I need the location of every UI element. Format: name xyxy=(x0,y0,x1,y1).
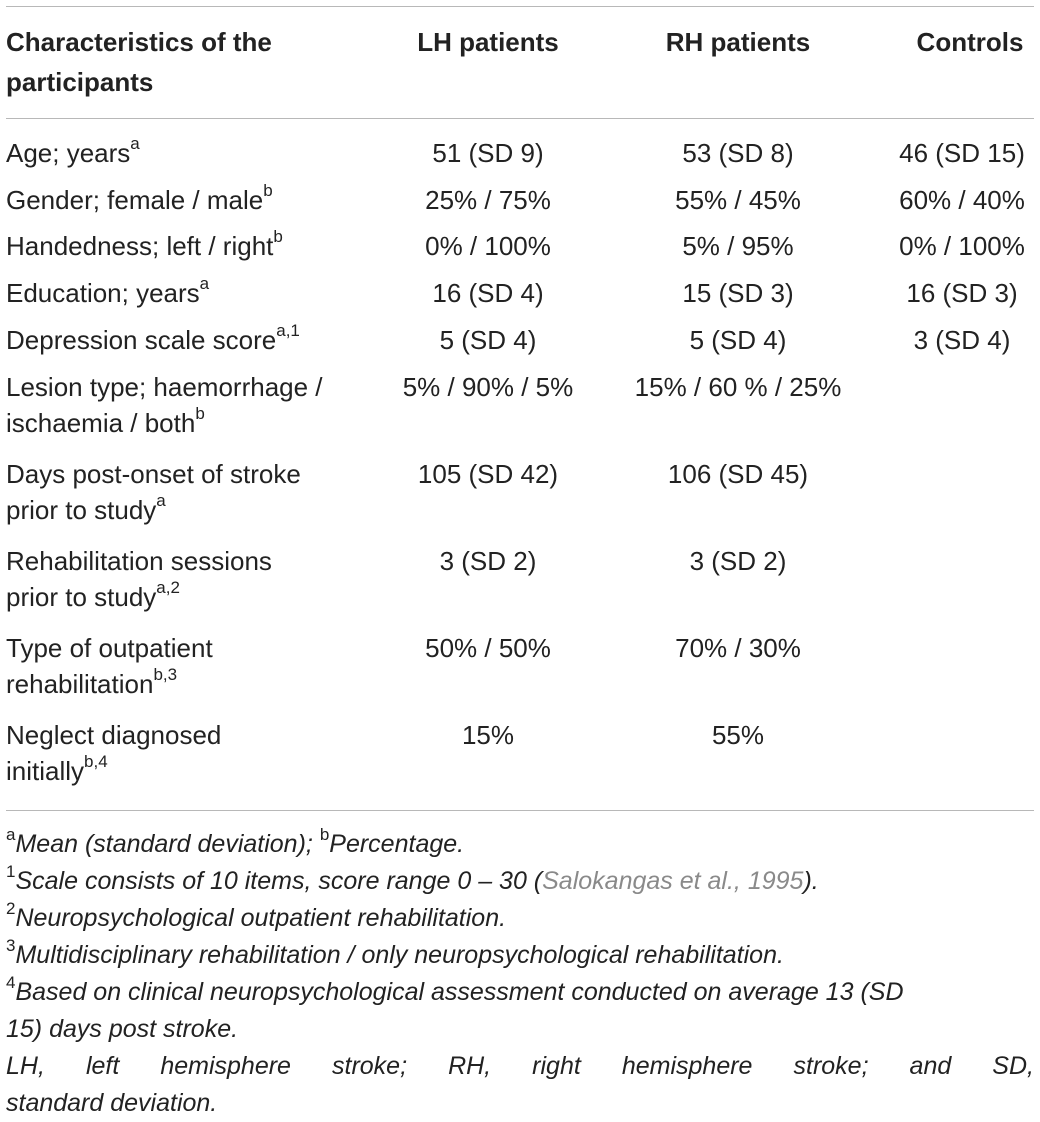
cell-rh: 5 (SD 4) xyxy=(689,325,787,355)
footnote-ab xyxy=(6,826,1034,863)
cell-controls: 3 (SD 4) xyxy=(913,325,1011,355)
cell-controls: 0% / 100% xyxy=(899,231,1025,261)
cell-lh: 25% / 75% xyxy=(425,185,551,215)
row-label-sup: b,4 xyxy=(84,752,108,772)
footnote-2 xyxy=(6,900,1034,937)
row-label-sup: b xyxy=(273,227,283,247)
row-label-line2: initially xyxy=(6,756,85,786)
abbreviations-line1: LH, left hemisphere stroke; RH, right hemisphere stroke; and SD, xyxy=(6,1052,1034,1080)
row-label-line1: Lesion type; haemorrhage / xyxy=(6,372,323,402)
footnote-text-1: Scale consists of 10 items, score range 0 – 30 ( xyxy=(15,867,543,895)
cell-lh: 0% / 100% xyxy=(425,231,551,261)
cell-rh: 5% / 95% xyxy=(682,231,794,261)
row-label-line2: prior to study xyxy=(6,495,157,525)
bottom-rule xyxy=(6,810,1034,811)
row-label: Gender; female / male xyxy=(6,185,264,215)
footnote-sup-4: 4 xyxy=(6,972,16,992)
footnote-text-b: Percentage. xyxy=(329,830,465,858)
cell-rh: 3 (SD 2) xyxy=(689,546,787,576)
footnote-text-4-line1: Based on clinical neuropsychological assessment conducted on average 13 (SD xyxy=(15,978,904,1006)
cell-lh: 51 (SD 9) xyxy=(432,138,544,168)
footnote-sup-1: 1 xyxy=(6,861,16,881)
cell-rh: 106 (SD 45) xyxy=(667,459,809,489)
cell-lh: 5% / 90% / 5% xyxy=(402,372,574,402)
footnote-4 xyxy=(6,974,1034,1048)
cell-rh: 55% / 45% xyxy=(675,185,801,215)
cell-lh: 15% xyxy=(461,720,515,750)
row-label-line2: prior to study xyxy=(6,582,157,612)
abbreviations xyxy=(6,1048,1034,1122)
row-label-line2: rehabilitation xyxy=(6,669,154,699)
footnote-sup-b: b xyxy=(319,824,330,844)
row-label-sup: b,3 xyxy=(153,665,178,685)
row-label: Age; years xyxy=(6,138,131,168)
cell-lh: 3 (SD 2) xyxy=(439,546,537,576)
cell-lh: 16 (SD 4) xyxy=(432,278,544,308)
header-lh-patients: LH patients xyxy=(417,27,559,57)
header-rule xyxy=(6,118,1034,119)
cell-controls: 16 (SD 3) xyxy=(906,278,1018,308)
row-label-line1: Type of outpatient xyxy=(6,633,213,663)
row-label-sup: a,1 xyxy=(276,321,300,341)
row-label: Depression scale score xyxy=(6,325,277,355)
header-characteristics: Characteristics of the participants xyxy=(6,27,272,97)
row-label-sup: b xyxy=(263,181,273,201)
footnote-text-a: Mean (standard deviation); xyxy=(15,830,320,858)
footnote-text-4-line2: 15) days post stroke. xyxy=(6,1015,239,1043)
footnote-1 xyxy=(6,863,1034,900)
top-rule xyxy=(6,6,1034,7)
abbreviations-line2: standard deviation. xyxy=(6,1089,218,1117)
cell-lh: 5 (SD 4) xyxy=(439,325,537,355)
footnote-sup-a: a xyxy=(6,824,16,844)
footnote-3 xyxy=(6,937,1034,974)
row-label: Education; years xyxy=(6,278,200,308)
cell-lh: 50% / 50% xyxy=(425,633,551,663)
row-label-sup: a,2 xyxy=(156,578,180,598)
cell-controls: 46 (SD 15) xyxy=(899,138,1025,168)
row-label-sup: a xyxy=(130,134,140,154)
footnote-sup-3: 3 xyxy=(6,935,16,955)
footnote-tail-1: ). xyxy=(803,867,819,895)
cell-rh: 15 (SD 3) xyxy=(682,278,794,308)
row-label-line2: ischaemia / both xyxy=(6,408,196,438)
cell-rh: 55% xyxy=(711,720,765,750)
footnote-text-2: Neuropsychological outpatient rehabilitation. xyxy=(15,904,507,932)
row-label-line1: Neglect diagnosed xyxy=(6,720,222,750)
row-label-sup: a xyxy=(156,491,166,511)
citation-link[interactable]: Salokangas et al., 1995 xyxy=(542,867,804,895)
row-label-sup: a xyxy=(199,274,210,294)
row-label-sup: b xyxy=(195,404,205,424)
cell-lh: 105 (SD 42) xyxy=(417,459,559,489)
row-label-line1: Days post-onset of stroke xyxy=(6,459,301,489)
footnote-text-3: Multidisciplinary rehabilitation / only neuropsychological rehabilitation. xyxy=(15,941,784,969)
cell-rh: 15% / 60 % / 25% xyxy=(634,372,842,402)
cell-controls: 60% / 40% xyxy=(899,185,1025,215)
footnote-sup-2: 2 xyxy=(6,898,16,918)
header-controls: Controls xyxy=(916,27,1024,57)
row-label-line1: Rehabilitation sessions xyxy=(6,546,272,576)
cell-rh: 70% / 30% xyxy=(675,633,801,663)
row-label: Handedness; left / right xyxy=(6,231,274,261)
cell-rh: 53 (SD 8) xyxy=(682,138,794,168)
header-rh-patients: RH patients xyxy=(665,27,811,57)
